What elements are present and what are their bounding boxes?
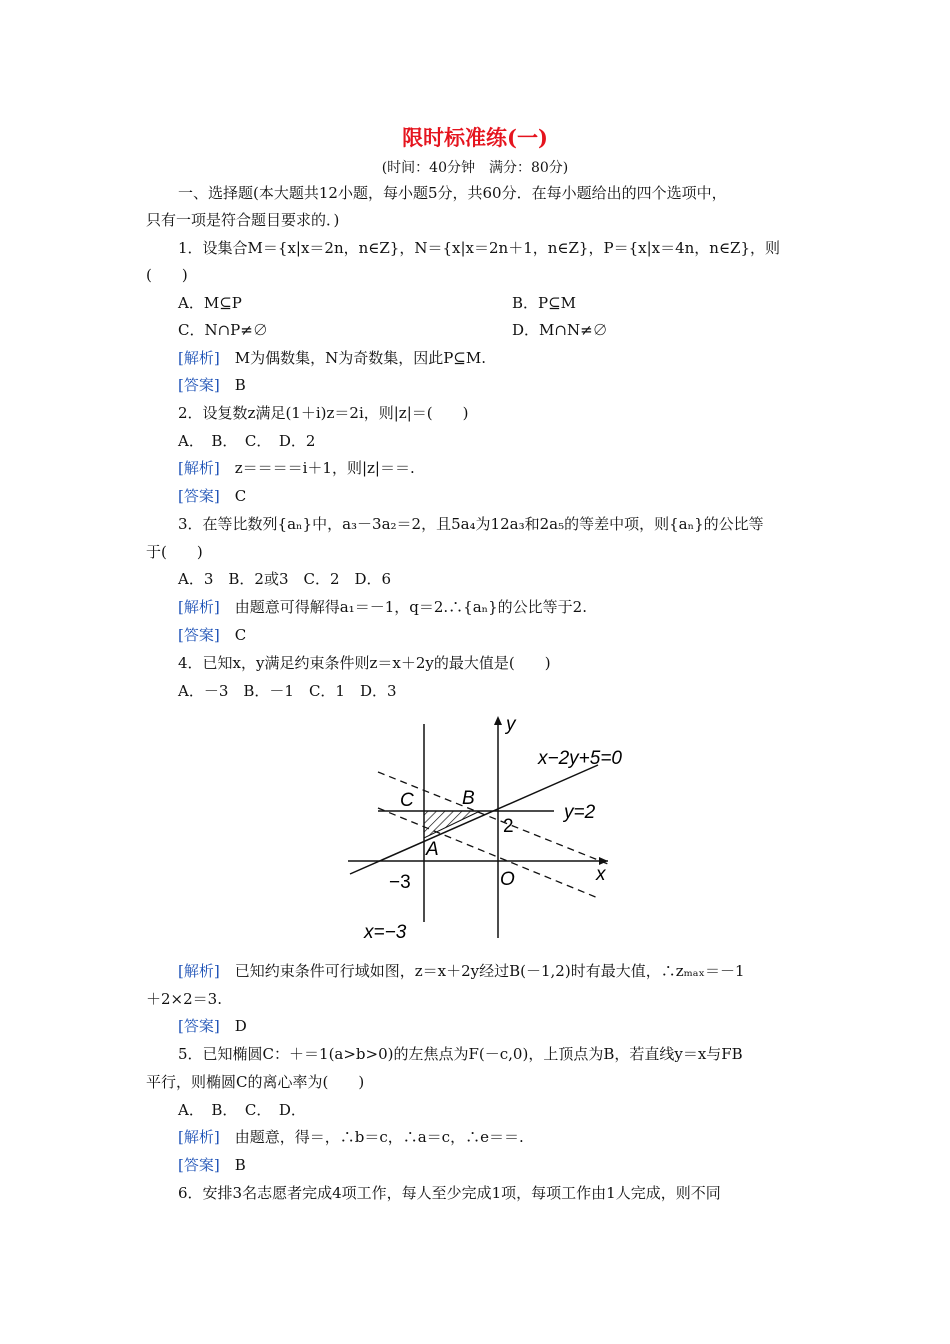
point-label-b: B — [462, 788, 475, 809]
q5-analysis: 由题意，得＝，∴b＝c，∴a＝c，∴e＝＝. — [234, 1128, 524, 1146]
q3-analysis-row — [178, 596, 587, 618]
analysis-tag: [解析] — [178, 1128, 220, 1146]
q4-analysis-row — [178, 960, 745, 982]
point-label-c: C — [400, 790, 414, 811]
q1-analysis: M为偶数集，N为奇数集，因此P⊆M. — [234, 349, 487, 367]
section-header: 一、选择题(本大题共12小题，每小题5分，共60分．在每小题给出的四个选项中， — [178, 184, 727, 202]
q5-stem-cont: 平行，则椭圆C的离心率为( ) — [146, 1073, 365, 1091]
line-label-x-minus-3: x=−3 — [364, 922, 407, 943]
q5-stem: 5．已知椭圆C：＋＝1(a>b>0)的左焦点为F(－c,0)，上顶点为B，若直线y＝x与FB — [178, 1045, 743, 1063]
answer-tag: [答案] — [178, 1017, 220, 1035]
q6-stem: 6．安排3名志愿者完成4项工作，每人至少完成1项，每项工作由1人完成，则不同 — [178, 1184, 721, 1202]
line-x-2y-5 — [350, 765, 598, 874]
q4-figure — [340, 712, 640, 948]
origin-label: O — [500, 869, 515, 890]
q1-option-c: C．N∩P≠∅ — [178, 321, 268, 339]
q3-answer-row — [178, 624, 246, 646]
q1-option-d: D．M∩N≠∅ — [512, 321, 608, 339]
q2-analysis-row — [178, 457, 415, 479]
y-axis-arrow — [494, 716, 502, 725]
answer-tag: [答案] — [178, 626, 220, 644]
q3-stem-cont: 于( ) — [146, 543, 203, 561]
feasible-region — [424, 811, 480, 838]
answer-tag: [答案] — [178, 1156, 220, 1174]
q1-answer: B — [234, 376, 246, 394]
q2-options: A． B． C． D．2 — [178, 432, 316, 450]
q3-answer: C — [234, 626, 247, 644]
q2-analysis: z＝＝＝＝i＋1，则|z|＝＝. — [234, 459, 415, 477]
page-title: 限时标准练(一) — [402, 125, 548, 150]
section-header-cont: 只有一项是符合题目要求的．) — [146, 211, 340, 229]
q1-answer-row — [178, 374, 246, 396]
q4-options: A．－3 B．－1 C．1 D．3 — [178, 682, 397, 700]
point-label-a: A — [426, 839, 439, 860]
line-label-y2: y=2 — [564, 802, 596, 823]
q4-stem: 4．已知x，y满足约束条件则z＝x＋2y的最大值是( ) — [178, 654, 551, 672]
q5-answer-row — [178, 1154, 246, 1176]
line-label-x2y5: x−2y+5=0 — [538, 748, 622, 769]
q1-option-a: A．M⊆P — [178, 294, 242, 312]
analysis-tag: [解析] — [178, 349, 220, 367]
x-axis-label: x — [596, 864, 606, 885]
q2-answer: C — [234, 487, 247, 505]
answer-tag: [答案] — [178, 487, 220, 505]
analysis-tag: [解析] — [178, 598, 220, 616]
q2-stem: 2．设复数z满足(1＋i)z＝2i，则|z|＝( ) — [178, 404, 469, 422]
q1-stem: 1．设集合M＝{x|x＝2n，n∈Z}，N＝{x|x＝2n＋1，n∈Z}，P＝{x|x＝4n，n∈Z}，则 — [178, 239, 781, 257]
q4-answer: D — [234, 1017, 247, 1035]
q1-stem-cont: ( ) — [146, 266, 188, 284]
q3-stem: 3．在等比数列{aₙ}中，a₃－3a₂＝2，且5a₄为12a₃和2a₅的等差中项，则{aₙ}的公比等 — [178, 515, 764, 533]
q4-answer-row — [178, 1015, 247, 1037]
q4-analysis-cont: ＋2×2＝3. — [146, 990, 222, 1008]
q2-answer-row — [178, 485, 246, 507]
q4-analysis: 已知约束条件可行域如图，z＝x＋2y经过B(－1,2)时有最大值，∴zₘₐₓ＝－1 — [234, 962, 745, 980]
analysis-tag: [解析] — [178, 459, 220, 477]
q5-analysis-row — [178, 1126, 524, 1148]
tick-label-minus-3: −3 — [389, 872, 411, 893]
tick-label-2: 2 — [503, 816, 514, 837]
q1-option-b: B．P⊆M — [512, 294, 577, 312]
q5-answer: B — [234, 1156, 246, 1174]
q3-options: A．3 B．2或3 C．2 D．6 — [178, 570, 392, 588]
y-axis-label: y — [506, 714, 516, 735]
q1-analysis-row — [178, 347, 486, 369]
analysis-tag: [解析] — [178, 962, 220, 980]
q5-options: A． B． C． D． — [178, 1101, 306, 1119]
page-subtitle: (时间：40分钟 满分：80分) — [381, 160, 569, 176]
q3-analysis: 由题意可得解得a₁＝－1，q＝2.∴{aₙ}的公比等于2. — [234, 598, 587, 616]
answer-tag: [答案] — [178, 376, 220, 394]
